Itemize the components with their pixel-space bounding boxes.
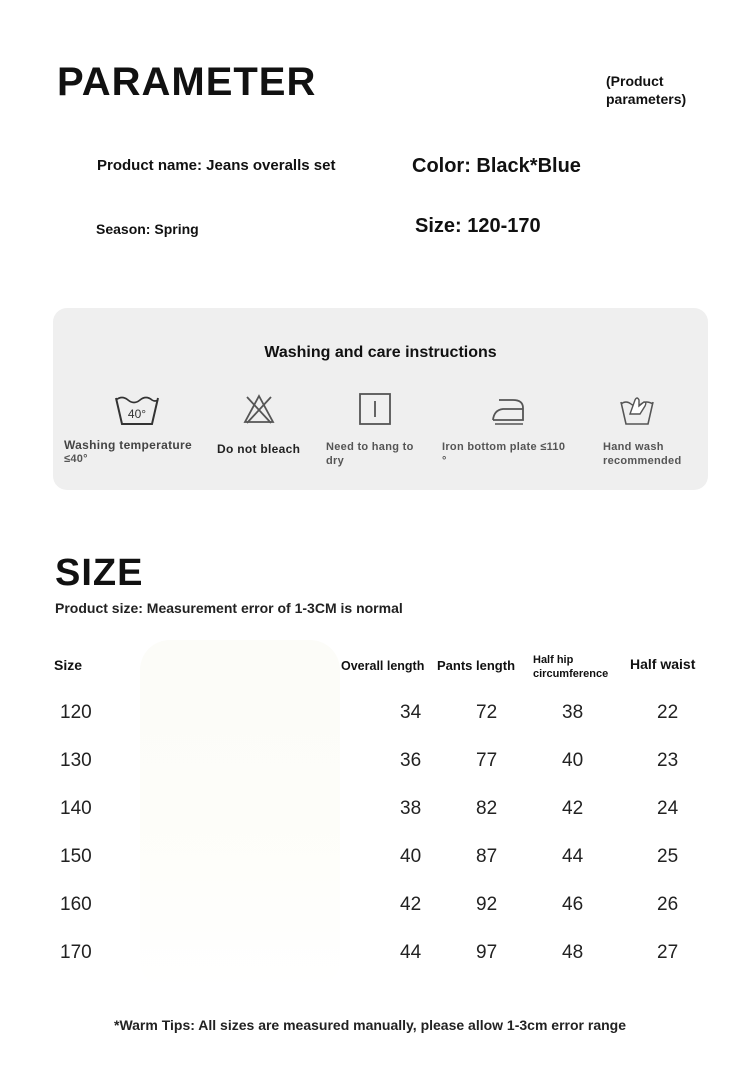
- page-title: PARAMETER: [57, 60, 317, 104]
- care-title: Washing and care instructions: [264, 344, 497, 361]
- header-overall-length: Overall length: [341, 659, 425, 673]
- care-instructions-panel: [53, 308, 708, 490]
- table-cell-size: 140: [60, 798, 92, 819]
- header-size: Size: [54, 657, 83, 673]
- care-label-bleach: Do not bleach: [217, 442, 301, 456]
- table-cell-pants: 82: [476, 798, 498, 819]
- table-cell-overall: 42: [400, 894, 422, 915]
- table-cell-overall: 40: [400, 846, 422, 867]
- wash-temp-text: 40°: [127, 407, 147, 421]
- care-label-handwash: Hand wash recommended: [603, 441, 682, 467]
- size-section-title: SIZE: [55, 552, 144, 594]
- wash-40-icon: [113, 392, 161, 433]
- product-color: Color: Black*Blue: [412, 155, 581, 177]
- table-cell-hip: 44: [562, 846, 584, 867]
- table-cell-waist: 22: [657, 702, 679, 723]
- faded-product-image: [140, 640, 340, 990]
- table-cell-size: 160: [60, 894, 92, 915]
- table-cell-pants: 87: [476, 846, 498, 867]
- table-cell-overall: 38: [400, 798, 422, 819]
- page-subtitle: (Product parameters): [606, 73, 687, 107]
- header-half-hip: Half hip circumference: [533, 654, 609, 680]
- table-cell-size: 170: [60, 942, 92, 963]
- table-cell-waist: 24: [657, 798, 679, 819]
- table-cell-waist: 23: [657, 750, 679, 771]
- table-cell-overall: 34: [400, 702, 422, 723]
- product-name: Product name: Jeans overalls set: [97, 157, 336, 174]
- header-pants-length: Pants length: [437, 658, 516, 673]
- table-cell-size: 120: [60, 702, 92, 723]
- table-cell-pants: 92: [476, 894, 498, 915]
- table-cell-overall: 36: [400, 750, 422, 771]
- iron-icon: [489, 392, 527, 431]
- table-cell-hip: 40: [562, 750, 584, 771]
- table-cell-pants: 97: [476, 942, 498, 963]
- product-size-range: Size: 120-170: [415, 215, 541, 237]
- table-cell-size: 130: [60, 750, 92, 771]
- header-half-waist: Half waist: [630, 656, 696, 672]
- no-bleach-icon: [242, 392, 276, 431]
- table-cell-waist: 25: [657, 846, 679, 867]
- table-cell-hip: 38: [562, 702, 584, 723]
- care-label-iron: Iron bottom plate ≤110 °: [442, 441, 566, 467]
- warm-tips: *Warm Tips: All sizes are measured manually, please allow 1-3cm error range: [114, 1017, 626, 1033]
- table-cell-hip: 42: [562, 798, 584, 819]
- table-cell-hip: 48: [562, 942, 584, 963]
- size-section-subtitle: Product size: Measurement error of 1-3CM is normal: [55, 600, 403, 616]
- care-label-wash: Washing temperature ≤40°: [64, 438, 192, 465]
- table-cell-waist: 26: [657, 894, 679, 915]
- hang-dry-icon: [358, 392, 392, 431]
- table-cell-size: 150: [60, 846, 92, 867]
- table-cell-overall: 44: [400, 942, 422, 963]
- product-season: Season: Spring: [96, 221, 199, 237]
- table-cell-hip: 46: [562, 894, 584, 915]
- table-cell-pants: 72: [476, 702, 498, 723]
- hand-wash-icon: [617, 392, 657, 431]
- table-cell-pants: 77: [476, 750, 498, 771]
- table-cell-waist: 27: [657, 942, 679, 963]
- care-label-hang: Need to hang to dry: [326, 441, 414, 467]
